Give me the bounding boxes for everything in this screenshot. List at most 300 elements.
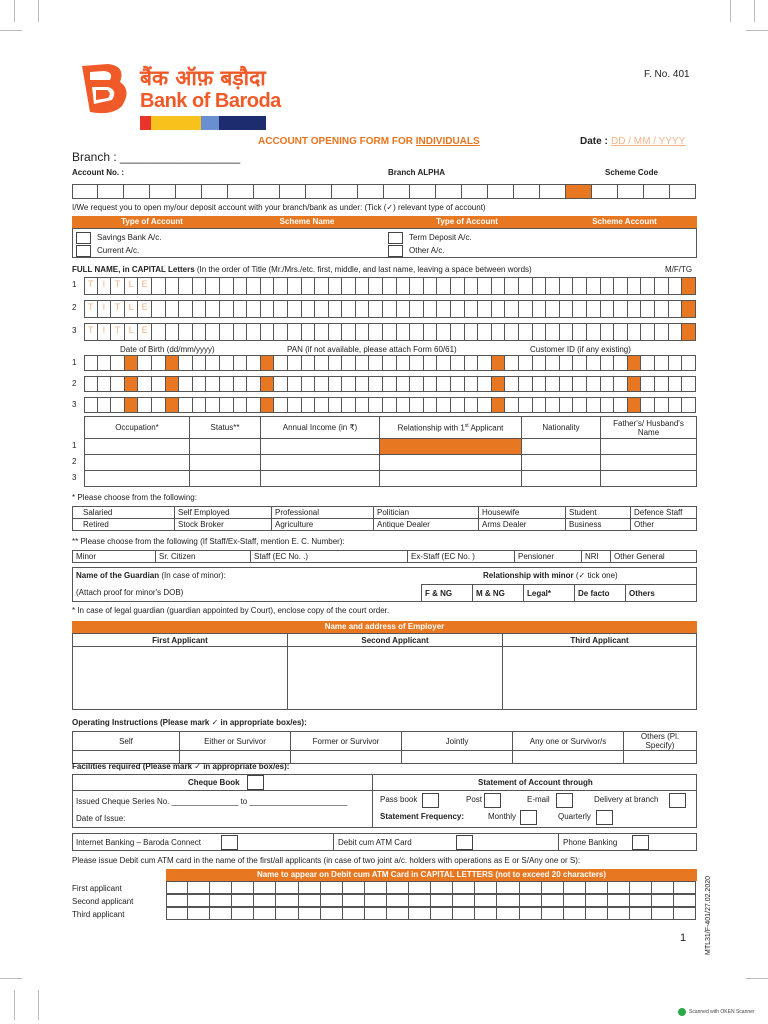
checkbox[interactable] xyxy=(76,245,91,257)
input-box[interactable] xyxy=(152,376,166,392)
input-box[interactable] xyxy=(682,300,696,318)
input-box[interactable] xyxy=(533,397,547,413)
input-box[interactable] xyxy=(586,881,608,894)
title-box[interactable]: E xyxy=(138,300,152,318)
input-box[interactable] xyxy=(587,397,601,413)
input-box[interactable] xyxy=(608,881,630,894)
input-box[interactable] xyxy=(608,894,630,907)
employer-cell[interactable] xyxy=(73,647,288,710)
input-box[interactable] xyxy=(299,907,321,920)
input-box[interactable] xyxy=(234,323,248,341)
cell[interactable] xyxy=(190,439,261,455)
title-box[interactable]: T xyxy=(111,323,125,341)
input-box[interactable] xyxy=(519,323,533,341)
input-box[interactable] xyxy=(152,323,166,341)
input-box[interactable] xyxy=(232,881,254,894)
input-box[interactable] xyxy=(315,376,329,392)
input-box[interactable] xyxy=(234,300,248,318)
input-box[interactable] xyxy=(150,184,176,199)
input-box[interactable] xyxy=(465,323,479,341)
input-box[interactable] xyxy=(234,397,248,413)
input-box[interactable] xyxy=(628,397,642,413)
input-box[interactable] xyxy=(614,397,628,413)
input-box[interactable] xyxy=(614,323,628,341)
input-box[interactable] xyxy=(342,300,356,318)
input-box[interactable] xyxy=(424,277,438,295)
input-box[interactable] xyxy=(220,355,234,371)
input-box[interactable] xyxy=(641,376,655,392)
input-box[interactable] xyxy=(424,355,438,371)
input-box[interactable] xyxy=(98,397,112,413)
input-box[interactable] xyxy=(542,894,564,907)
input-box[interactable] xyxy=(451,397,465,413)
input-box[interactable] xyxy=(166,300,180,318)
input-box[interactable] xyxy=(274,277,288,295)
input-box[interactable] xyxy=(288,323,302,341)
phone-banking-checkbox[interactable] xyxy=(632,835,649,850)
title-box[interactable]: L xyxy=(125,277,139,295)
input-box[interactable] xyxy=(652,894,674,907)
input-box[interactable] xyxy=(188,894,210,907)
input-box[interactable] xyxy=(210,881,232,894)
input-box[interactable] xyxy=(573,397,587,413)
input-box[interactable] xyxy=(564,881,586,894)
input-box[interactable] xyxy=(465,397,479,413)
input-box[interactable] xyxy=(387,907,409,920)
input-box[interactable] xyxy=(641,300,655,318)
input-box[interactable] xyxy=(321,894,343,907)
input-box[interactable] xyxy=(342,323,356,341)
operating-option[interactable]: Self xyxy=(73,732,180,751)
input-box[interactable] xyxy=(682,355,696,371)
input-box[interactable] xyxy=(193,323,207,341)
input-box[interactable] xyxy=(560,376,574,392)
input-box[interactable] xyxy=(210,907,232,920)
term-deposit-option[interactable]: Term Deposit A/c. xyxy=(388,232,472,244)
input-box[interactable] xyxy=(478,355,492,371)
cheque-series-field[interactable]: Issued Cheque Series No. _______________ to ______________________ xyxy=(76,797,348,806)
input-box[interactable] xyxy=(302,376,316,392)
input-box[interactable] xyxy=(179,397,193,413)
input-box[interactable] xyxy=(387,894,409,907)
input-box[interactable] xyxy=(188,881,210,894)
input-box[interactable] xyxy=(533,323,547,341)
input-box[interactable] xyxy=(586,894,608,907)
cell[interactable] xyxy=(261,455,380,471)
input-box[interactable] xyxy=(206,397,220,413)
input-box[interactable] xyxy=(478,397,492,413)
input-box[interactable] xyxy=(261,397,275,413)
input-box[interactable] xyxy=(234,355,248,371)
input-box[interactable] xyxy=(453,894,475,907)
input-box[interactable] xyxy=(475,907,497,920)
input-box[interactable] xyxy=(628,277,642,295)
input-box[interactable] xyxy=(601,300,615,318)
input-box[interactable] xyxy=(261,323,275,341)
input-box[interactable] xyxy=(397,323,411,341)
input-box[interactable] xyxy=(193,277,207,295)
delivery-checkbox[interactable] xyxy=(669,793,686,808)
input-box[interactable] xyxy=(98,355,112,371)
input-box[interactable] xyxy=(437,300,451,318)
input-box[interactable] xyxy=(274,376,288,392)
input-box[interactable] xyxy=(601,376,615,392)
input-box[interactable] xyxy=(520,907,542,920)
input-box[interactable] xyxy=(247,323,261,341)
input-box[interactable] xyxy=(166,277,180,295)
input-box[interactable] xyxy=(98,184,124,199)
title-box[interactable]: I xyxy=(98,277,112,295)
input-box[interactable] xyxy=(111,376,125,392)
input-box[interactable] xyxy=(220,397,234,413)
input-box[interactable] xyxy=(343,907,365,920)
input-box[interactable] xyxy=(560,397,574,413)
input-box[interactable] xyxy=(274,355,288,371)
title-box[interactable]: E xyxy=(138,323,152,341)
checkbox[interactable] xyxy=(76,232,91,244)
guardian-option[interactable]: De facto xyxy=(575,585,626,602)
input-box[interactable] xyxy=(451,355,465,371)
name-boxes-1[interactable] xyxy=(84,277,696,295)
input-box[interactable] xyxy=(488,184,514,199)
input-box[interactable] xyxy=(234,376,248,392)
input-box[interactable] xyxy=(614,376,628,392)
cell[interactable] xyxy=(522,439,601,455)
input-box[interactable] xyxy=(546,376,560,392)
input-box[interactable] xyxy=(682,376,696,392)
input-box[interactable] xyxy=(560,277,574,295)
input-box[interactable] xyxy=(644,184,670,199)
input-box[interactable] xyxy=(302,277,316,295)
input-box[interactable] xyxy=(369,300,383,318)
input-box[interactable] xyxy=(587,323,601,341)
input-box[interactable] xyxy=(302,397,316,413)
input-box[interactable] xyxy=(587,355,601,371)
input-box[interactable] xyxy=(280,184,306,199)
input-box[interactable] xyxy=(519,300,533,318)
title-box[interactable]: T xyxy=(111,277,125,295)
title-box[interactable]: I xyxy=(98,323,112,341)
input-box[interactable] xyxy=(342,355,356,371)
input-box[interactable] xyxy=(451,323,465,341)
input-box[interactable] xyxy=(274,397,288,413)
input-box[interactable] xyxy=(519,355,533,371)
input-box[interactable] xyxy=(451,300,465,318)
input-box[interactable] xyxy=(478,277,492,295)
input-box[interactable] xyxy=(193,300,207,318)
input-box[interactable] xyxy=(655,300,669,318)
input-box[interactable] xyxy=(254,881,276,894)
input-box[interactable] xyxy=(152,277,166,295)
input-box[interactable] xyxy=(431,881,453,894)
input-box[interactable] xyxy=(288,277,302,295)
input-box[interactable] xyxy=(462,184,488,199)
input-box[interactable] xyxy=(424,376,438,392)
input-box[interactable] xyxy=(383,355,397,371)
debit-card-checkbox[interactable] xyxy=(456,835,473,850)
input-box[interactable] xyxy=(409,881,431,894)
input-box[interactable] xyxy=(288,355,302,371)
input-box[interactable] xyxy=(674,881,696,894)
input-box[interactable] xyxy=(533,300,547,318)
input-box[interactable] xyxy=(669,376,683,392)
input-box[interactable] xyxy=(111,355,125,371)
input-box[interactable] xyxy=(206,277,220,295)
input-box[interactable] xyxy=(641,355,655,371)
input-box[interactable] xyxy=(302,300,316,318)
input-box[interactable] xyxy=(124,184,150,199)
input-box[interactable] xyxy=(202,184,228,199)
input-box[interactable] xyxy=(453,907,475,920)
input-box[interactable] xyxy=(437,355,451,371)
input-box[interactable] xyxy=(329,376,343,392)
input-box[interactable] xyxy=(166,397,180,413)
input-box[interactable] xyxy=(641,323,655,341)
input-box[interactable] xyxy=(505,323,519,341)
input-box[interactable] xyxy=(302,323,316,341)
cell[interactable] xyxy=(85,455,190,471)
input-box[interactable] xyxy=(166,907,188,920)
input-box[interactable] xyxy=(630,894,652,907)
input-box[interactable] xyxy=(329,397,343,413)
input-box[interactable] xyxy=(188,907,210,920)
input-box[interactable] xyxy=(478,323,492,341)
input-box[interactable] xyxy=(587,300,601,318)
input-box[interactable] xyxy=(166,355,180,371)
cell[interactable] xyxy=(190,471,261,487)
input-box[interactable] xyxy=(210,894,232,907)
input-box[interactable] xyxy=(519,376,533,392)
dob-pan-boxes-3[interactable] xyxy=(84,397,696,413)
input-box[interactable] xyxy=(520,881,542,894)
input-box[interactable] xyxy=(608,907,630,920)
input-box[interactable] xyxy=(299,894,321,907)
input-box[interactable] xyxy=(601,397,615,413)
input-box[interactable] xyxy=(437,376,451,392)
input-box[interactable] xyxy=(332,184,358,199)
input-box[interactable] xyxy=(505,397,519,413)
input-box[interactable] xyxy=(451,376,465,392)
input-box[interactable] xyxy=(383,277,397,295)
input-box[interactable] xyxy=(655,376,669,392)
input-box[interactable] xyxy=(505,376,519,392)
title-box[interactable]: T xyxy=(84,300,98,318)
input-box[interactable] xyxy=(546,323,560,341)
input-box[interactable] xyxy=(179,376,193,392)
input-box[interactable] xyxy=(356,300,370,318)
input-box[interactable] xyxy=(533,376,547,392)
input-box[interactable] xyxy=(397,355,411,371)
input-box[interactable] xyxy=(125,397,139,413)
input-box[interactable] xyxy=(166,376,180,392)
guardian-option[interactable]: Legal* xyxy=(524,585,575,602)
checkbox[interactable] xyxy=(388,245,403,257)
input-box[interactable] xyxy=(234,277,248,295)
input-box[interactable] xyxy=(358,184,384,199)
input-box[interactable] xyxy=(193,397,207,413)
input-box[interactable] xyxy=(288,300,302,318)
input-box[interactable] xyxy=(206,300,220,318)
input-box[interactable] xyxy=(397,397,411,413)
input-box[interactable] xyxy=(98,376,112,392)
input-box[interactable] xyxy=(342,397,356,413)
input-box[interactable] xyxy=(261,355,275,371)
dob-pan-boxes-1[interactable] xyxy=(84,355,696,371)
input-box[interactable] xyxy=(321,881,343,894)
input-box[interactable] xyxy=(410,323,424,341)
input-box[interactable] xyxy=(492,355,506,371)
input-box[interactable] xyxy=(274,300,288,318)
input-box[interactable] xyxy=(276,881,298,894)
input-box[interactable] xyxy=(369,277,383,295)
input-box[interactable] xyxy=(152,355,166,371)
branch-field[interactable]: Branch : __________________ xyxy=(72,150,241,164)
input-box[interactable] xyxy=(152,397,166,413)
input-box[interactable] xyxy=(247,300,261,318)
input-box[interactable] xyxy=(505,277,519,295)
input-box[interactable] xyxy=(628,323,642,341)
input-box[interactable] xyxy=(655,397,669,413)
input-box[interactable] xyxy=(369,355,383,371)
input-box[interactable] xyxy=(409,907,431,920)
input-box[interactable] xyxy=(573,355,587,371)
input-box[interactable] xyxy=(220,376,234,392)
input-box[interactable] xyxy=(614,300,628,318)
input-box[interactable] xyxy=(261,300,275,318)
savings-option[interactable]: Savings Bank A/c. xyxy=(76,232,161,244)
input-box[interactable] xyxy=(431,907,453,920)
operating-option[interactable]: Former or Survivor xyxy=(291,732,402,751)
employer-cell[interactable] xyxy=(288,647,503,710)
input-box[interactable] xyxy=(424,300,438,318)
input-box[interactable] xyxy=(492,277,506,295)
input-box[interactable] xyxy=(601,355,615,371)
input-box[interactable] xyxy=(451,277,465,295)
cell[interactable] xyxy=(601,471,697,487)
cell[interactable] xyxy=(601,439,697,455)
input-box[interactable] xyxy=(614,355,628,371)
input-box[interactable] xyxy=(315,355,329,371)
input-box[interactable] xyxy=(288,376,302,392)
input-box[interactable] xyxy=(276,894,298,907)
input-box[interactable] xyxy=(329,323,343,341)
input-box[interactable] xyxy=(573,376,587,392)
input-box[interactable] xyxy=(125,355,139,371)
input-box[interactable] xyxy=(410,184,436,199)
input-box[interactable] xyxy=(478,300,492,318)
input-box[interactable] xyxy=(138,376,152,392)
cell[interactable] xyxy=(261,471,380,487)
input-box[interactable] xyxy=(365,907,387,920)
input-box[interactable] xyxy=(125,376,139,392)
account-number-boxes[interactable] xyxy=(72,184,696,199)
input-box[interactable] xyxy=(288,397,302,413)
operating-option[interactable]: Either or Survivor xyxy=(180,732,291,751)
input-box[interactable] xyxy=(564,907,586,920)
input-box[interactable] xyxy=(592,184,618,199)
post-checkbox[interactable] xyxy=(484,793,501,808)
input-box[interactable] xyxy=(138,355,152,371)
input-box[interactable] xyxy=(520,894,542,907)
current-option[interactable]: Current A/c. xyxy=(76,245,139,257)
input-box[interactable] xyxy=(179,355,193,371)
input-box[interactable] xyxy=(586,907,608,920)
input-box[interactable] xyxy=(465,300,479,318)
guardian-option[interactable]: F & NG xyxy=(422,585,473,602)
input-box[interactable] xyxy=(628,355,642,371)
input-box[interactable] xyxy=(261,376,275,392)
guardian-option[interactable]: M & NG xyxy=(473,585,524,602)
input-box[interactable] xyxy=(254,907,276,920)
input-box[interactable] xyxy=(306,184,332,199)
cell[interactable] xyxy=(513,751,624,764)
input-box[interactable] xyxy=(497,894,519,907)
operating-option[interactable]: Any one or Survivor/s xyxy=(513,732,624,751)
cell[interactable] xyxy=(190,455,261,471)
input-box[interactable] xyxy=(492,300,506,318)
input-box[interactable] xyxy=(220,277,234,295)
input-box[interactable] xyxy=(397,277,411,295)
input-box[interactable] xyxy=(315,397,329,413)
input-box[interactable] xyxy=(356,277,370,295)
cell[interactable] xyxy=(601,455,697,471)
input-box[interactable] xyxy=(220,300,234,318)
other-ac-option[interactable]: Other A/c. xyxy=(388,245,445,257)
quarterly-checkbox[interactable] xyxy=(596,810,613,825)
input-box[interactable] xyxy=(573,277,587,295)
input-box[interactable] xyxy=(176,184,202,199)
input-box[interactable] xyxy=(669,355,683,371)
input-box[interactable] xyxy=(166,323,180,341)
input-box[interactable] xyxy=(519,397,533,413)
input-box[interactable] xyxy=(356,323,370,341)
input-box[interactable] xyxy=(343,881,365,894)
input-box[interactable] xyxy=(356,376,370,392)
input-box[interactable] xyxy=(228,184,254,199)
input-box[interactable] xyxy=(193,355,207,371)
input-box[interactable] xyxy=(431,894,453,907)
input-box[interactable] xyxy=(669,397,683,413)
input-box[interactable] xyxy=(546,277,560,295)
input-box[interactable] xyxy=(261,277,275,295)
title-box[interactable]: T xyxy=(84,277,98,295)
input-box[interactable] xyxy=(465,376,479,392)
input-box[interactable] xyxy=(84,397,98,413)
input-box[interactable] xyxy=(497,907,519,920)
input-box[interactable] xyxy=(383,300,397,318)
title-box[interactable]: I xyxy=(98,300,112,318)
input-box[interactable] xyxy=(465,355,479,371)
name-boxes-3[interactable] xyxy=(84,323,696,341)
input-box[interactable] xyxy=(614,277,628,295)
input-box[interactable] xyxy=(410,300,424,318)
input-box[interactable] xyxy=(669,277,683,295)
input-box[interactable] xyxy=(179,277,193,295)
input-box[interactable] xyxy=(343,894,365,907)
title-box[interactable]: T xyxy=(84,323,98,341)
input-box[interactable] xyxy=(383,323,397,341)
dob-pan-boxes-2[interactable] xyxy=(84,376,696,392)
input-box[interactable] xyxy=(247,355,261,371)
input-box[interactable] xyxy=(475,894,497,907)
input-box[interactable] xyxy=(652,881,674,894)
input-box[interactable] xyxy=(315,300,329,318)
checkbox[interactable] xyxy=(388,232,403,244)
input-box[interactable] xyxy=(641,397,655,413)
input-box[interactable] xyxy=(232,894,254,907)
cell[interactable] xyxy=(402,751,513,764)
input-box[interactable] xyxy=(573,323,587,341)
